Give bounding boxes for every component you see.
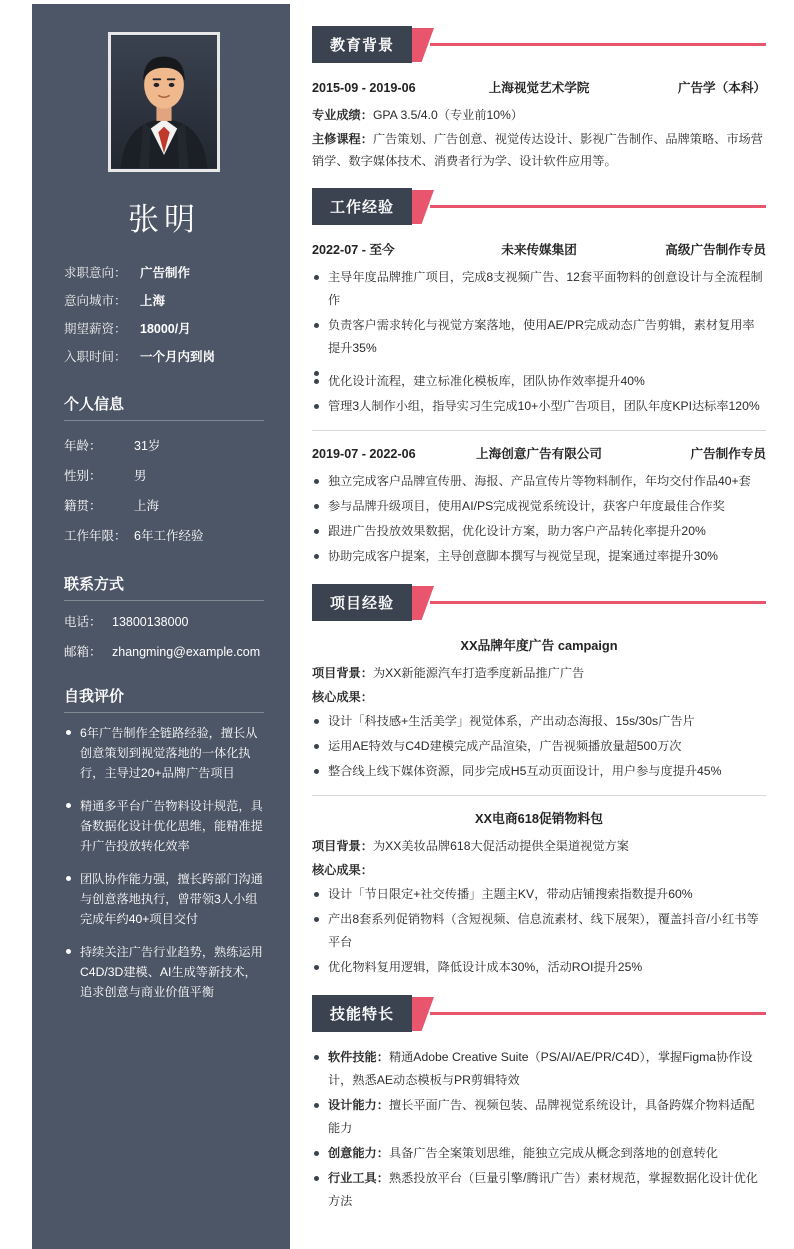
intent-row xyxy=(64,343,264,371)
education-period: 2015-09 - 2019-06 xyxy=(312,81,416,95)
list-item: 优化物料复用逻辑，降低设计成本30%，活动ROI提升25% xyxy=(312,956,766,979)
personal-row xyxy=(64,431,264,461)
email-value: zhangming@example.com xyxy=(112,645,261,659)
project-item xyxy=(312,808,766,979)
list-item xyxy=(312,1167,766,1213)
divider xyxy=(312,430,766,431)
personal-value: 6年工作经验 xyxy=(134,529,204,543)
list-item: 精通多平台广告物料设计规范，具备数据化设计优化思维，能精准提升广告投放转化效率 xyxy=(64,796,264,856)
main-content xyxy=(290,0,794,1249)
project-bullets xyxy=(312,883,766,979)
skill-label: 创意能力： xyxy=(328,1146,389,1160)
section-title-work: 工作经验 xyxy=(312,188,412,225)
list-item: 主导年度品牌推广项目，完成8支视频广告、12套平面物料的创意设计与全流程制作 xyxy=(312,266,766,312)
work-bullets xyxy=(312,266,766,418)
section-title-projects: 项目经验 xyxy=(312,584,412,621)
intent-row xyxy=(64,259,264,287)
list-item: 参与品牌升级项目，使用AI/PS完成视觉系统设计，获客户年度最佳合作奖 xyxy=(312,495,766,518)
education-courses-value: 广告策划、广告创意、视觉传达设计、影视广告制作、品牌策略、市场营销学、数字媒体技术、消费者行为学、设计软件应用等。 xyxy=(312,132,763,168)
list-item: 独立完成客户品牌宣传册、海报、产品宣传片等物料制作，年均交付作品40+套 xyxy=(312,470,766,493)
project-background-label: 项目背景： xyxy=(312,666,373,680)
skills-list xyxy=(312,1046,766,1213)
personal-label: 年龄： xyxy=(64,439,102,453)
project-background-value: 为XX美妆品牌618大促活动提供全渠道视觉方案 xyxy=(372,839,629,853)
skill-value: 具备广告全案策划思维，能独立完成从概念到落地的创意转化 xyxy=(388,1146,718,1160)
sidebar xyxy=(32,4,290,1249)
project-background-value: 为XX新能源汽车打造季度新品推广广告 xyxy=(372,666,585,680)
education-row xyxy=(312,77,766,96)
avatar xyxy=(108,32,220,172)
section-accent-bar xyxy=(412,997,766,1031)
list-item: 跟进广告投放效果数据，优化设计方案，助力客户产品转化率提升20% xyxy=(312,520,766,543)
section-header xyxy=(312,26,766,63)
section-title-skills: 技能特长 xyxy=(312,995,412,1032)
divider xyxy=(64,712,264,713)
intent-label: 期望薪资： xyxy=(64,322,127,336)
project-name: XX电商618促销物料包 xyxy=(474,811,603,826)
list-item: 设计「科技感+生活美学」视觉体系，产出动态海报、15s/30s广告片 xyxy=(312,710,766,733)
contact-row-email xyxy=(64,641,264,663)
skill-label: 软件技能： xyxy=(328,1050,389,1064)
personal-label: 工作年限： xyxy=(64,529,127,543)
intent-row xyxy=(64,315,264,343)
work-item xyxy=(312,443,766,568)
education-major: 广告学（本科） xyxy=(677,81,766,95)
personal-value: 男 xyxy=(134,469,147,483)
work-row xyxy=(312,239,766,258)
section-work-experience xyxy=(312,188,766,568)
project-background-label: 项目背景： xyxy=(312,839,373,853)
candidate-name: 张明 xyxy=(128,202,200,237)
divider xyxy=(64,600,264,601)
personal-row xyxy=(64,491,264,521)
intent-label: 意向城市： xyxy=(64,294,127,308)
skill-value: 精通Adobe Creative Suite（PS/AI/AE/PR/C4D），掌握Figma协作设计，熟悉AE动态模板与PR剪辑特效 xyxy=(328,1050,753,1087)
section-accent-bar xyxy=(412,190,766,224)
work-item xyxy=(312,239,766,418)
work-period: 2022-07 - 至今 xyxy=(312,243,395,257)
list-item: 6年广告制作全链路经验，擅长从创意策划到视觉落地的一体化执行，主导过20+品牌广告项目 xyxy=(64,723,264,783)
section-skills xyxy=(312,995,766,1213)
intent-label: 求职意向： xyxy=(64,266,127,280)
personal-label: 性别： xyxy=(64,469,102,483)
list-item xyxy=(312,1094,766,1140)
list-item: 产出8套系列促销物料（含短视频、信息流素材、线下展架），覆盖抖音/小红书等平台 xyxy=(312,908,766,954)
personal-row xyxy=(64,521,264,551)
section-title-self-evaluation: 自我评价 xyxy=(64,688,125,705)
section-header xyxy=(312,188,766,225)
list-item: 持续关注广告行业趋势，熟练运用C4D/3D建模、AI生成等新技术，追求创意与商业价值平衡 xyxy=(64,942,264,1002)
project-bullets xyxy=(312,710,766,783)
section-title-contact: 联系方式 xyxy=(64,576,125,593)
education-courses xyxy=(312,128,766,172)
section-header xyxy=(312,584,766,621)
list-item: 团队协作能力强，擅长跨部门沟通与创意落地执行，曾带领3人小组完成年约40+项目交付 xyxy=(64,869,264,929)
intent-value: 18000/月 xyxy=(140,322,191,336)
divider xyxy=(64,420,264,421)
section-projects xyxy=(312,584,766,979)
list-item: 设计「节日限定+社交传播」主题主KV，带动店铺搜索指数提升60% xyxy=(312,883,766,906)
section-education xyxy=(312,26,766,172)
intent-value: 广告制作 xyxy=(140,266,191,280)
education-school: 上海视觉艺术学院 xyxy=(488,81,590,95)
list-item: 整合线上线下媒体资源，同步完成H5互动页面设计，用户参与度提升45% xyxy=(312,760,766,783)
section-title-personal-info: 个人信息 xyxy=(64,396,125,413)
work-company: 未来传媒集团 xyxy=(501,243,577,257)
contact-row-phone xyxy=(64,611,264,633)
divider xyxy=(312,795,766,796)
phone-value: 13800138000 xyxy=(112,615,189,629)
skill-label: 行业工具： xyxy=(328,1171,389,1185)
project-background xyxy=(312,662,766,684)
list-item: 管理3人制作小组，指导实习生完成10+小型广告项目，团队年度KPI达标率120% xyxy=(312,395,766,418)
email-label: 邮箱： xyxy=(64,645,102,659)
project-result-label: 核心成果： xyxy=(312,690,373,704)
project-name: XX品牌年度广告 campaign xyxy=(460,638,618,653)
work-period: 2019-07 - 2022-06 xyxy=(312,447,416,461)
skill-value: 熟悉投放平台（巨量引擎/腾讯广告）素材规范，掌握数据化设计优化方法 xyxy=(328,1171,758,1208)
project-background xyxy=(312,835,766,857)
list-item xyxy=(312,1046,766,1092)
section-accent-bar xyxy=(412,586,766,620)
education-score-value: GPA 3.5/4.0（专业前10%） xyxy=(372,108,524,122)
intent-row xyxy=(64,287,264,315)
list-item: 优化设计流程，建立标准化模板库，团队协作效率提升40% xyxy=(312,370,766,393)
personal-value: 31岁 xyxy=(134,439,161,453)
section-title-education: 教育背景 xyxy=(312,26,412,63)
intent-value: 一个月内到岗 xyxy=(140,350,216,364)
work-row xyxy=(312,443,766,462)
project-result-label: 核心成果： xyxy=(312,863,373,877)
project-result-label-row xyxy=(312,859,766,881)
personal-value: 上海 xyxy=(134,499,160,513)
phone-label: 电话： xyxy=(64,615,102,629)
work-role: 高级广告制作专员 xyxy=(665,243,766,257)
project-result-label-row xyxy=(312,686,766,708)
work-company: 上海创意广告有限公司 xyxy=(476,447,602,461)
intent-label: 入职时间： xyxy=(64,350,127,364)
project-item xyxy=(312,635,766,783)
self-evaluation-list xyxy=(64,723,264,1002)
list-item xyxy=(312,1142,766,1165)
section-accent-bar xyxy=(412,28,766,62)
education-score-label: 专业成绩： xyxy=(312,108,373,122)
list-item: 协助完成客户提案，主导创意脚本撰写与视觉呈现，提案通过率提升30% xyxy=(312,545,766,568)
spacer xyxy=(312,362,766,370)
education-courses-label: 主修课程： xyxy=(312,132,373,146)
skill-value: 擅长平面广告、视频包装、品牌视觉系统设计，具备跨媒介物料适配能力 xyxy=(328,1098,755,1135)
intent-value: 上海 xyxy=(140,294,166,308)
personal-row xyxy=(64,461,264,491)
education-score xyxy=(312,104,766,126)
list-item: 运用AE特效与C4D建模完成产品渲染，广告视频播放量超500万次 xyxy=(312,735,766,758)
portrait-photo-icon xyxy=(111,35,217,169)
work-bullets xyxy=(312,470,766,568)
list-item: 负责客户需求转化与视觉方案落地，使用AE/PR完成动态广告剪辑，素材复用率提升35% xyxy=(312,314,766,360)
work-role: 广告制作专员 xyxy=(690,447,766,461)
section-header xyxy=(312,995,766,1032)
personal-label: 籍贯： xyxy=(64,499,102,513)
skill-label: 设计能力： xyxy=(328,1098,389,1112)
